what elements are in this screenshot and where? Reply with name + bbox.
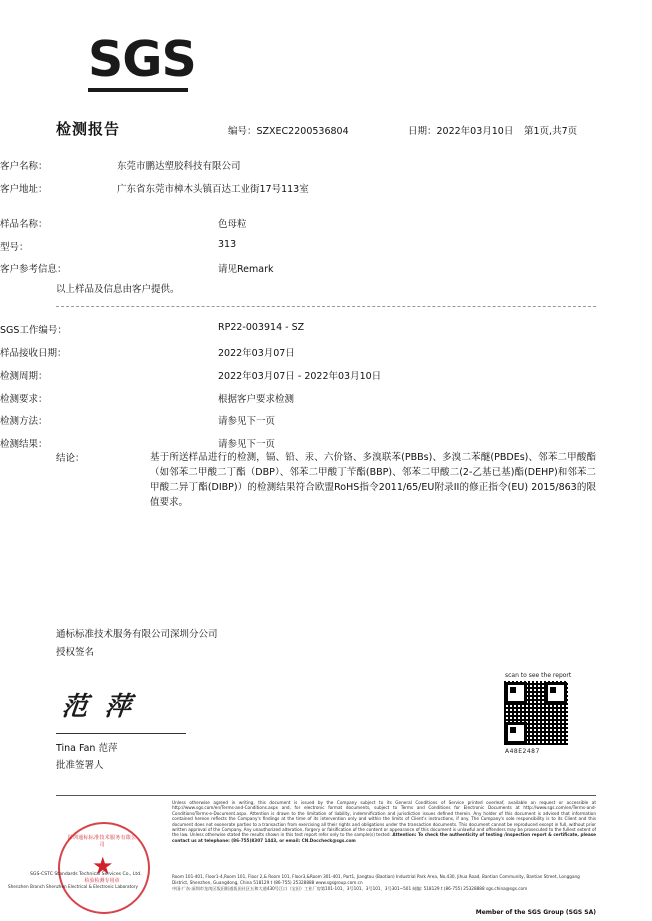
customer-address-label: 客户地址： <box>0 184 48 195</box>
stamp-mid-text: 检验检测专用章 <box>84 878 120 884</box>
qr-finder-top-right <box>545 682 567 704</box>
footer-address-cn <box>172 886 596 892</box>
customer-ref-label: 客户参考信息： <box>0 264 67 275</box>
stamp-top-text: 深圳通标标准技术服务有限公司 <box>67 835 137 848</box>
footer-tel-cn: t (86-755) 25328888 <box>440 886 485 891</box>
footer-address-en-text: Room 101-401, Floor1-4,Room 101, Floor 2,& Room 101, Floor3,&Room 301-401, Part1, Jiangtou (Baotian) Industrial Park Area, No.430, Jihua Road, Bantian Community, Bantian Street, Longgang District, Shenzhen, Guangdong, China 518129 <box>172 874 580 885</box>
footer-attention: Attention: To check the authenticity of testing /inspection report & certificate, please contact us at telephone: (86-755)8307 1443, or email: CN.Doccheck@sgs.com <box>172 832 596 843</box>
sgs-logo-underline <box>88 88 188 92</box>
qr-finder-bottom-left <box>505 722 527 744</box>
footer-address-cn-text: 中国·广东·深圳市龙岗区坂田街道坂田社区五和大道430号江口（宝田）工业厂房第101-101、3号101、3号101、3号301~501 邮编: 518129 <box>172 886 440 891</box>
footer-legal-body: Unless otherwise agreed in writing, this document is issued by the Company subject to its General Conditions of Service printed overleaf, available on request or accessible at http://www.sgs.com/en/Terms-and-Conditions.aspx and, for electronic format documents, subject to Terms and Conditions for Electronic Documents at http://www.sgs.com/en/Terms-and-Conditions/Terms-e-Document.aspx. Attention is drawn to the limitation of liability, indemnification and jurisdiction issues defined therein. Any holder of this document is advised that information contained hereon reflects the Company's findings at the time of its intervention only and within the limits of Client's instructions, if any. The Company's sole responsibility is to its Client and this document does not exonerate parties to a transaction from exercising all their rights and obligations under the transaction documents. This document cannot be reproduced except in full, without prior written approval of the Company. Any unauthorized alteration, forgery or falsification of the content or appearance of this document is unlawful and offenders may be prosecuted to the fullest extent of the law. Unless otherwise stated the results shown in this test report refer only to the sample(s) tested. <box>172 800 596 838</box>
customer-address-value: 广东省东莞市樟木头镇百达工业街17号113室 <box>117 184 309 195</box>
footer-email-cn: sgs.china@sgs.com <box>485 886 528 891</box>
authorized-signature-label: 授权签名 <box>56 647 95 658</box>
received-date-value: 2022年03月07日 <box>218 348 295 359</box>
sample-provided-note: 以上样品及信息由客户提供。 <box>56 284 180 295</box>
footer-web-en: www.sgsgroup.com.cn <box>315 880 363 885</box>
conclusion-label: 结论： <box>56 453 85 464</box>
test-method-label: 检测方法： <box>0 416 48 427</box>
sgs-logo <box>88 31 196 92</box>
report-date: 日期：2022年03月10日 <box>408 126 514 137</box>
qr-code[interactable] <box>504 681 568 745</box>
job-no-value: RP22-003914 - SZ <box>218 322 305 333</box>
sample-name-value: 色母粒 <box>218 219 247 230</box>
test-requirement-label: 检测要求： <box>0 394 48 405</box>
company-red-stamp <box>58 822 150 914</box>
stamp-company-en: SGS-CSTC Standards Technical Services Co., Ltd. <box>30 872 142 877</box>
signatory-name: Tina Fan 范萍 <box>56 743 118 754</box>
handwritten-signature: 范 萍 <box>60 692 137 722</box>
footer-address-en <box>172 874 596 886</box>
star-icon: ★ <box>92 852 114 880</box>
signatory-role: 批准签署人 <box>56 760 104 771</box>
qr-id: A48E2487 <box>505 748 540 755</box>
report-number: 编号：SZXEC2200536804 <box>228 126 349 137</box>
test-period-label: 检测周期： <box>0 371 48 382</box>
test-result-value: 请参见下一页 <box>218 439 276 450</box>
signing-company: 通标标准技术服务有限公司深圳分公司 <box>56 629 218 640</box>
section-divider <box>56 306 596 307</box>
qr-caption: scan to see the report <box>505 672 572 679</box>
footer-address-block <box>172 874 596 892</box>
footer-member-text: Member of the SGS Group (SGS SA) <box>475 909 596 916</box>
page-count: 第1页,共7页 <box>524 126 578 137</box>
stamp-company-branch: Shenzhen Branch Shenzhen Electrical & Electronic Laboratory <box>8 884 138 889</box>
page-title: 检测报告 <box>56 120 121 138</box>
conclusion-text: 基于所送样品进行的检测，镉、铅、汞、六价铬、多溴联苯(PBBs)、多溴二苯醚(PBDEs)、邻苯二甲酸酯（如邻苯二甲酸二丁酯（DBP）、邻苯二甲酸丁苄酯(BBP)、邻苯二甲酸二(2-乙基已基)酯(DEHP)和邻苯二甲酸二异丁酯(DIBP)）的检测结果符合欧盟RoHS指令2011/65/EU附录II的修正指令(EU) 2015/863的限值要求。 <box>150 452 596 508</box>
test-method-value: 请参见下一页 <box>218 416 276 427</box>
job-no-label: SGS工作编号： <box>0 325 67 336</box>
sgs-logo-text: SGS <box>88 31 196 88</box>
sample-model-label: 型号： <box>0 242 29 253</box>
test-period-value: 2022年03月07日 - 2022年03月10日 <box>218 371 382 382</box>
sample-name-label: 样品名称： <box>0 219 48 230</box>
customer-name-value: 东莞市鹏达塑胶科技有限公司 <box>117 161 241 172</box>
test-requirement-value: 根据客户要求检测 <box>218 394 295 405</box>
qr-finder-top-left <box>505 682 527 704</box>
signature-line <box>56 733 186 734</box>
test-result-label: 检测结果： <box>0 439 48 450</box>
footer-divider <box>56 795 596 796</box>
customer-ref-value: 请见Remark <box>218 264 274 275</box>
received-date-label: 样品接收日期： <box>0 348 67 359</box>
footer-tel-en: t (86-755) 25328888 <box>270 880 315 885</box>
sample-model-value: 313 <box>218 239 237 250</box>
customer-name-label: 客户名称： <box>0 161 48 172</box>
footer-legal-text <box>172 800 596 843</box>
